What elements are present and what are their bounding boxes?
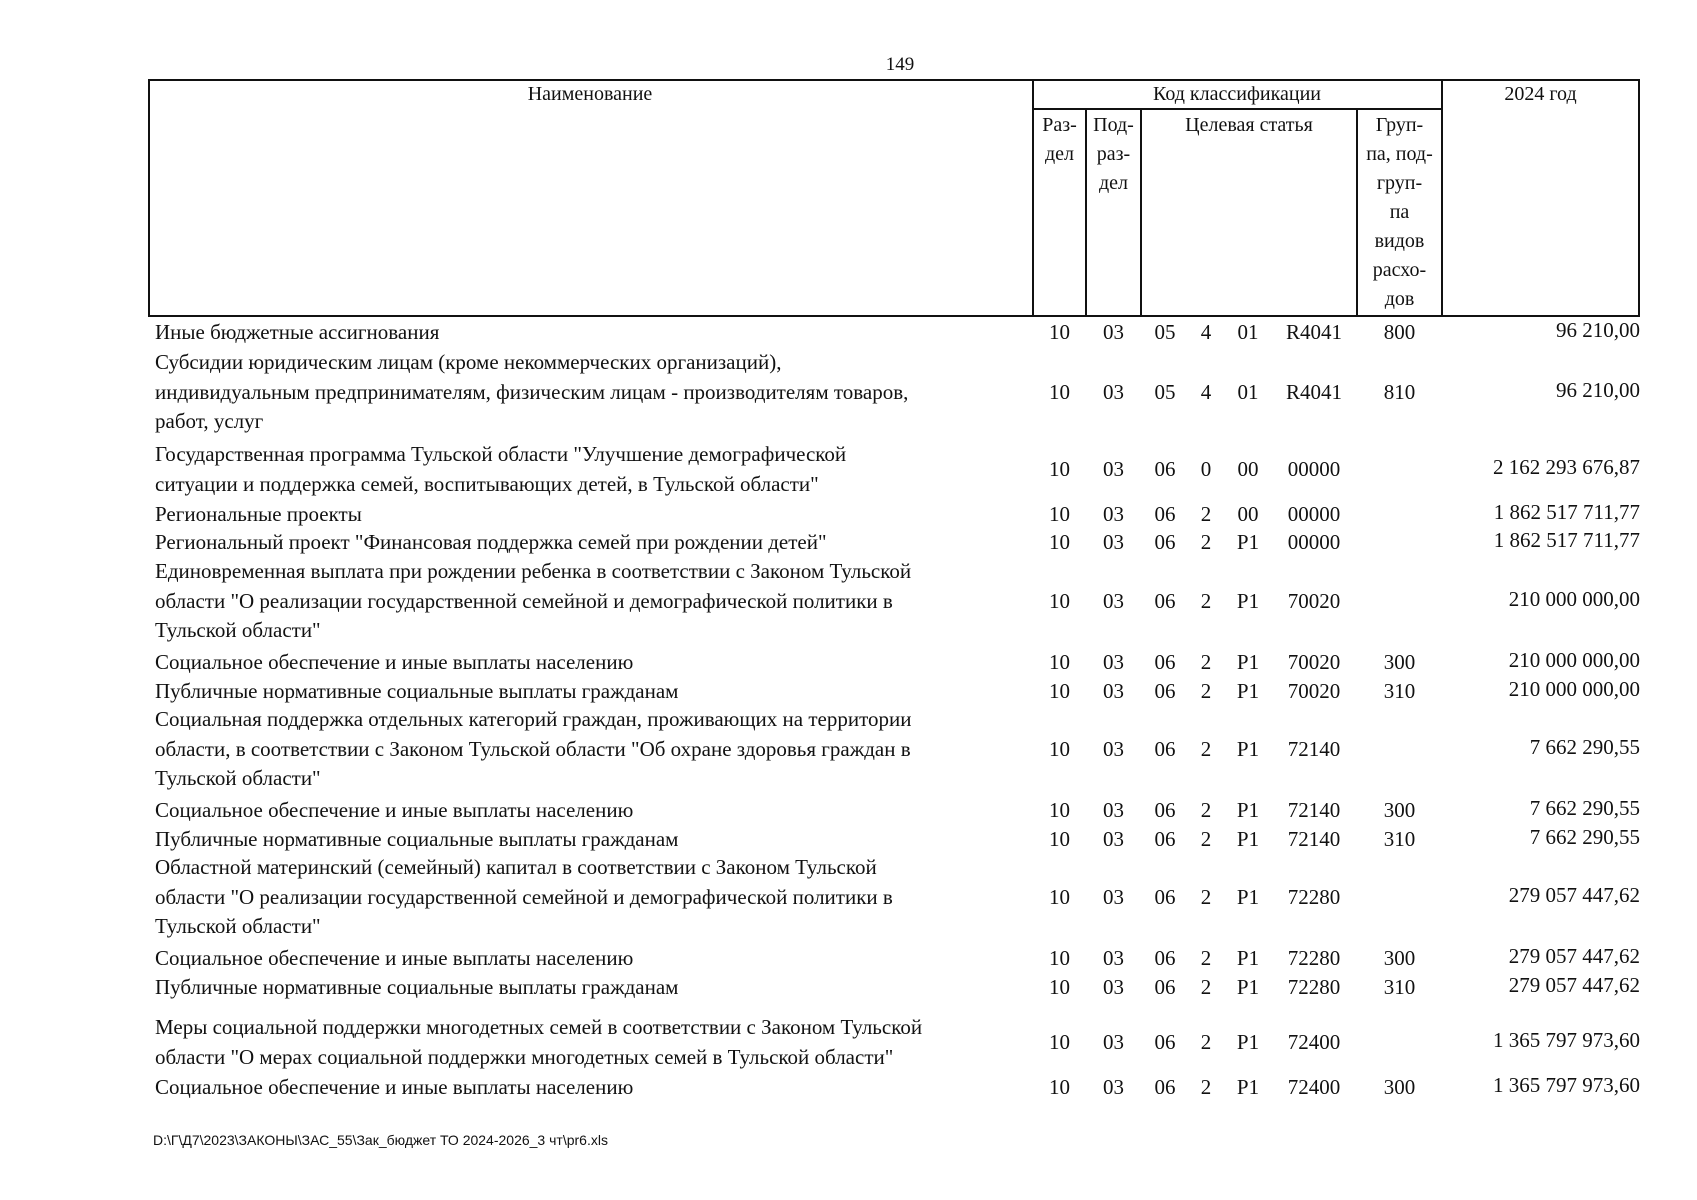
row-name [155, 944, 1035, 974]
header-gruppa-line: видов [1374, 230, 1425, 252]
row-code-c4: 72280 [1287, 884, 1341, 909]
row-code-rz: 10 [1049, 884, 1070, 909]
row-code-rz: 10 [1049, 679, 1070, 703]
row-code-c2: 2 [1200, 588, 1212, 613]
row-name-line: Социальная поддержка отдельных категорий граждан, проживающих на территории [155, 707, 912, 731]
row-code-vr: 310 [1383, 975, 1416, 999]
row-amount: 1 365 797 973,60 [1493, 1027, 1640, 1052]
row-code-vr: 310 [1383, 827, 1416, 851]
row-code-rz: 10 [1049, 946, 1070, 970]
row-code-rz: 10 [1049, 650, 1070, 674]
row-name-line: области, в соответствии с Законом Тульской области "Об охране здоровья граждан в [155, 736, 911, 761]
row-name-line: Тульской области" [155, 618, 321, 642]
row-amount: 210 000 000,00 [1508, 677, 1640, 701]
row-name-line: Областной материнский (семейный) капитал в соответствии с Законом Тульской [155, 855, 877, 879]
row-name-line: области "О мерах социальной поддержки многодетных семей в Тульской области" [155, 1044, 894, 1069]
row-name-line: Социальное обеспечение и иные выплаты населению [155, 650, 634, 674]
row-name [155, 440, 1035, 499]
row-name-line: области "О реализации государственной семейной и демографической политики в [155, 884, 893, 909]
row-amount: 210 000 000,00 [1508, 648, 1640, 672]
row-code-pr: 03 [1103, 588, 1124, 613]
row-code-c4: 00000 [1287, 530, 1341, 554]
header-name: Наименование [527, 83, 653, 105]
row-code-pr: 03 [1103, 975, 1124, 999]
row-name-line: Иные бюджетные ассигнования [155, 320, 440, 344]
row-name-line: Государственная программа Тульской области "Улучшение демографической [155, 442, 847, 466]
row-code-c1: 06 [1154, 1075, 1176, 1099]
row-amount: 1 365 797 973,60 [1493, 1073, 1640, 1097]
row-code-c4: 72400 [1287, 1029, 1341, 1054]
row-name-line: Региональные проекты [155, 502, 362, 526]
row-amount: 279 057 447,62 [1508, 944, 1640, 968]
row-code-c2: 2 [1200, 798, 1212, 822]
row-code-c3: Р1 [1236, 827, 1260, 851]
row-amount: 210 000 000,00 [1508, 586, 1640, 611]
row-code-rz: 10 [1049, 530, 1070, 554]
row-code-c1: 05 [1154, 320, 1176, 344]
row-name-line: Региональный проект "Финансовая поддержка семей при рождении детей" [155, 530, 827, 554]
row-code-vr: 310 [1383, 679, 1416, 703]
row-code-pr: 03 [1103, 320, 1124, 344]
row-name [155, 677, 1035, 707]
row-code-rz: 10 [1049, 588, 1070, 613]
row-code-c3: Р1 [1236, 975, 1260, 999]
row-code-c3: Р1 [1236, 1075, 1260, 1099]
header-podrazdel-line: Под- [1093, 114, 1134, 136]
row-code-c2: 2 [1200, 530, 1212, 554]
header-razdel [1034, 111, 1085, 169]
row-code-c1: 06 [1154, 679, 1176, 703]
row-code-rz: 10 [1049, 736, 1070, 761]
row-amount: 7 662 290,55 [1529, 796, 1640, 820]
row-code-c3: Р1 [1236, 588, 1260, 613]
row-name-line: Тульской области" [155, 914, 321, 938]
header-gruppa-line: Груп- [1375, 114, 1424, 136]
header-divider [1441, 79, 1443, 317]
row-code-rz: 10 [1049, 798, 1070, 822]
row-code-c3: Р1 [1236, 736, 1260, 761]
row-code-c4: 70020 [1287, 679, 1341, 703]
row-code-c4: 00000 [1287, 502, 1341, 526]
row-code-c3: 00 [1237, 456, 1259, 481]
row-code-c2: 2 [1200, 736, 1212, 761]
row-amount: 1 862 517 711,77 [1493, 500, 1640, 524]
row-name-line: Субсидии юридическим лицам (кроме некоммерческих организаций), [155, 350, 782, 374]
header-celevaya: Целевая статья [1185, 114, 1313, 136]
row-code-rz: 10 [1049, 379, 1070, 404]
row-name-line: Единовременная выплата при рождении ребенка в соответствии с Законом Тульской [155, 559, 912, 583]
row-code-pr: 03 [1103, 736, 1124, 761]
row-code-c4: 72140 [1287, 736, 1341, 761]
row-code-rz: 10 [1049, 1075, 1070, 1099]
row-name-line: Социальное обеспечение и иные выплаты населению [155, 1075, 634, 1099]
row-code-c2: 2 [1200, 884, 1212, 909]
row-code-c3: Р1 [1236, 946, 1260, 970]
row-code-c3: 00 [1237, 502, 1259, 526]
row-code-c2: 2 [1200, 1075, 1212, 1099]
row-code-vr: 300 [1383, 798, 1416, 822]
row-amount: 1 862 517 711,77 [1493, 528, 1640, 552]
row-name [155, 973, 1035, 1003]
row-amount: 279 057 447,62 [1508, 882, 1640, 907]
row-code-c2: 0 [1200, 456, 1212, 481]
row-code-c4: 70020 [1287, 650, 1341, 674]
row-code-pr: 03 [1103, 798, 1124, 822]
row-code-vr: 300 [1383, 946, 1416, 970]
row-code-c4: 72140 [1287, 798, 1341, 822]
row-code-c3: Р1 [1236, 798, 1260, 822]
row-name [155, 557, 1035, 646]
row-code-pr: 03 [1103, 827, 1124, 851]
row-name [155, 1013, 1035, 1072]
row-code-c1: 06 [1154, 456, 1176, 481]
row-code-c1: 05 [1154, 379, 1176, 404]
row-name-line: Публичные нормативные социальные выплаты гражданам [155, 827, 679, 851]
row-code-rz: 10 [1049, 975, 1070, 999]
row-code-c1: 06 [1154, 798, 1176, 822]
row-name [155, 825, 1035, 855]
row-code-c4: 72280 [1287, 946, 1341, 970]
row-code-c1: 06 [1154, 975, 1176, 999]
row-code-c2: 4 [1200, 320, 1212, 344]
row-code-pr: 03 [1103, 502, 1124, 526]
row-name-line: Публичные нормативные социальные выплаты гражданам [155, 679, 679, 703]
row-name-line: Меры социальной поддержки многодетных семей в соответствии с Законом Тульской [155, 1015, 923, 1039]
row-code-c2: 2 [1200, 650, 1212, 674]
row-code-pr: 03 [1103, 1029, 1124, 1054]
page-number: 149 [885, 54, 915, 75]
header-gruppa-line: па [1389, 201, 1410, 223]
row-code-pr: 03 [1103, 456, 1124, 481]
row-code-c3: Р1 [1236, 1029, 1260, 1054]
row-code-vr: 300 [1383, 1075, 1416, 1099]
header-year: 2024 год [1504, 83, 1577, 105]
row-code-c1: 06 [1154, 884, 1176, 909]
row-amount: 96 210,00 [1556, 318, 1640, 342]
row-name-line: индивидуальным предпринимателям, физическим лицам - производителям товаров, [155, 379, 909, 404]
row-amount: 7 662 290,55 [1529, 734, 1640, 759]
row-code-c3: Р1 [1236, 679, 1260, 703]
header-podrazdel-line: раз- [1096, 143, 1131, 165]
row-code-rz: 10 [1049, 827, 1070, 851]
row-code-c1: 06 [1154, 1029, 1176, 1054]
row-name [155, 348, 1035, 437]
row-code-vr: 800 [1383, 320, 1416, 344]
row-name-line: ситуации и поддержка семей, воспитывающих детей, в Тульской области" [155, 471, 819, 496]
row-code-c2: 2 [1200, 975, 1212, 999]
row-name [155, 318, 1035, 348]
header-razdel-line: Раз- [1042, 114, 1077, 136]
row-code-rz: 10 [1049, 502, 1070, 526]
row-code-c4: 00000 [1287, 456, 1341, 481]
row-code-pr: 03 [1103, 1075, 1124, 1099]
row-code-c1: 06 [1154, 946, 1176, 970]
row-name [155, 500, 1035, 530]
row-code-c2: 2 [1200, 946, 1212, 970]
header-podrazdel-line: дел [1098, 172, 1129, 194]
row-code-c1: 06 [1154, 736, 1176, 761]
row-name [155, 796, 1035, 826]
row-code-c3: Р1 [1236, 530, 1260, 554]
row-name [155, 705, 1035, 794]
row-code-vr: 300 [1383, 650, 1416, 674]
row-code-c1: 06 [1154, 588, 1176, 613]
row-code-c4: R4041 [1285, 320, 1342, 344]
row-code-c2: 4 [1200, 379, 1212, 404]
row-code-pr: 03 [1103, 946, 1124, 970]
row-name-line: области "О реализации государственной семейной и демографической политики в [155, 588, 893, 613]
row-name [155, 648, 1035, 678]
header-gruppa-line: груп- [1376, 172, 1423, 194]
row-code-pr: 03 [1103, 650, 1124, 674]
header-gruppa-line: расхо- [1372, 259, 1427, 281]
row-code-c4: 72280 [1287, 975, 1341, 999]
row-code-c4: 72400 [1287, 1075, 1341, 1099]
row-code-pr: 03 [1103, 379, 1124, 404]
row-code-rz: 10 [1049, 320, 1070, 344]
row-code-pr: 03 [1103, 679, 1124, 703]
row-name-line: Публичные нормативные социальные выплаты гражданам [155, 975, 679, 999]
row-code-c2: 2 [1200, 502, 1212, 526]
row-code-rz: 10 [1049, 1029, 1070, 1054]
row-code-c4: R4041 [1285, 379, 1342, 404]
row-name [155, 853, 1035, 942]
row-code-c4: 70020 [1287, 588, 1341, 613]
header-podrazdel [1087, 111, 1140, 198]
header-gruppa-line: па, под- [1366, 143, 1433, 165]
row-code-rz: 10 [1049, 456, 1070, 481]
row-code-pr: 03 [1103, 530, 1124, 554]
row-name [155, 528, 1035, 558]
row-code-c2: 2 [1200, 679, 1212, 703]
row-code-c3: 01 [1237, 379, 1259, 404]
row-code-c4: 72140 [1287, 827, 1341, 851]
row-amount: 2 162 293 676,87 [1493, 454, 1640, 479]
file-path-footer: D:\Г\Д7\2023\ЗАКОНЫ\ЗАС_55\Зак_бюджет ТО 2024-2026_3 чт\pr6.xls [153, 1132, 608, 1148]
row-code-c1: 06 [1154, 502, 1176, 526]
row-name-line: Социальное обеспечение и иные выплаты населению [155, 946, 634, 970]
header-gruppa [1358, 111, 1441, 314]
row-code-c1: 06 [1154, 827, 1176, 851]
row-code-pr: 03 [1103, 884, 1124, 909]
row-code-c3: 01 [1237, 320, 1259, 344]
row-code-c3: Р1 [1236, 650, 1260, 674]
row-code-c2: 2 [1200, 1029, 1212, 1054]
row-code-c1: 06 [1154, 530, 1176, 554]
row-name [155, 1073, 1035, 1103]
header-razdel-line: дел [1044, 143, 1075, 165]
row-amount: 279 057 447,62 [1508, 973, 1640, 997]
row-name-line: работ, услуг [155, 409, 264, 433]
row-amount: 96 210,00 [1556, 377, 1640, 402]
row-name-line: Тульской области" [155, 766, 321, 790]
header-gruppa-line: дов [1384, 288, 1415, 310]
row-amount: 7 662 290,55 [1529, 825, 1640, 849]
row-code-vr: 810 [1383, 379, 1416, 404]
row-code-c2: 2 [1200, 827, 1212, 851]
row-code-c3: Р1 [1236, 884, 1260, 909]
row-name-line: Социальное обеспечение и иные выплаты населению [155, 798, 634, 822]
row-code-c1: 06 [1154, 650, 1176, 674]
header-code: Код классификации [1152, 83, 1322, 105]
